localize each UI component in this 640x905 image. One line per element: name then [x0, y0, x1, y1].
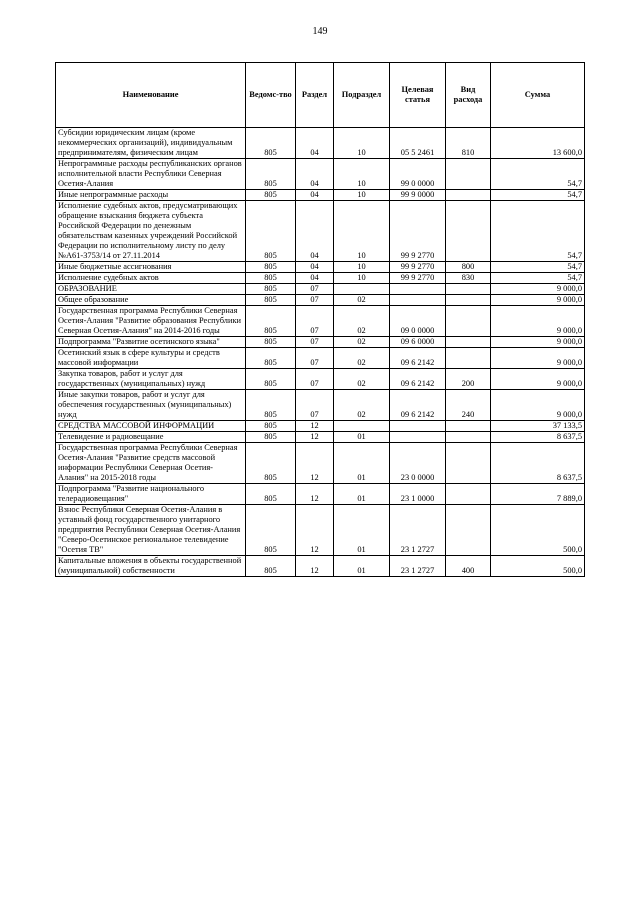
row-dept: 805: [246, 128, 296, 159]
row-dept: 805: [246, 421, 296, 432]
row-dept: 805: [246, 201, 296, 262]
row-target: 99 9 0000: [390, 190, 446, 201]
row-name: Государственная программа Республики Северная Осетия-Алания "Развитие образования Республики Северная Осетия-Алания" на 2014-2016 годы: [56, 306, 246, 337]
row-subsection: 10: [334, 201, 390, 262]
row-target: 99 0 0000: [390, 159, 446, 190]
row-dept: 805: [246, 273, 296, 284]
row-expense-type: [446, 432, 491, 443]
row-expense-type: [446, 337, 491, 348]
row-amount: 54,7: [491, 201, 585, 262]
row-section: 04: [296, 190, 334, 201]
table-row: [56, 505, 585, 556]
row-amount: 9 000,0: [491, 369, 585, 390]
row-target: [390, 295, 446, 306]
row-target: [390, 284, 446, 295]
row-dept: 805: [246, 306, 296, 337]
row-subsection: 02: [334, 390, 390, 421]
row-target: 23 1 0000: [390, 484, 446, 505]
row-target: [390, 432, 446, 443]
row-subsection: 01: [334, 443, 390, 484]
row-target: 23 1 2727: [390, 556, 446, 577]
row-section: 04: [296, 262, 334, 273]
row-subsection: 01: [334, 484, 390, 505]
row-name: ОБРАЗОВАНИЕ: [56, 284, 246, 295]
row-target: 23 0 0000: [390, 443, 446, 484]
row-target: 09 6 2142: [390, 390, 446, 421]
row-expense-type: [446, 201, 491, 262]
row-name: Капитальные вложения в объекты государственной (муниципальной) собственности: [56, 556, 246, 577]
row-expense-type: [446, 348, 491, 369]
row-dept: 805: [246, 556, 296, 577]
row-subsection: 02: [334, 369, 390, 390]
row-expense-type: [446, 190, 491, 201]
table-row: [56, 284, 585, 295]
row-section: 04: [296, 273, 334, 284]
row-dept: 805: [246, 484, 296, 505]
row-amount: 54,7: [491, 273, 585, 284]
row-section: 07: [296, 369, 334, 390]
row-subsection: 02: [334, 337, 390, 348]
row-subsection: [334, 421, 390, 432]
row-subsection: 10: [334, 273, 390, 284]
row-section: 04: [296, 128, 334, 159]
header-amount: Сумма: [491, 63, 585, 128]
row-expense-type: 810: [446, 128, 491, 159]
page-number: 149: [312, 26, 328, 37]
row-amount: 9 000,0: [491, 284, 585, 295]
row-name: Взнос Республики Северная Осетия-Алания в уставный фонд государственного унитарного предприятия Республики Северная Осетия-Алания "Северо-Осетинское региональное телевидение "Осетия ТВ": [56, 505, 246, 556]
row-dept: 805: [246, 505, 296, 556]
row-section: 07: [296, 390, 334, 421]
row-dept: 805: [246, 369, 296, 390]
row-name: Иные непрограммные расходы: [56, 190, 246, 201]
row-expense-type: [446, 443, 491, 484]
row-subsection: 01: [334, 556, 390, 577]
row-expense-type: [446, 284, 491, 295]
row-amount: 500,0: [491, 505, 585, 556]
row-section: 04: [296, 201, 334, 262]
table-row: [56, 190, 585, 201]
row-name: Исполнение судебных актов, предусматривающих обращение взыскания бюджета субъекта Российской Федерации по денежным обязательствам казенных учреждений Российской Федерации по исполнительному листу по делу №А61-3753/14 от 27.11.2014: [56, 201, 246, 262]
row-name: Телевидение и радиовещание: [56, 432, 246, 443]
row-target: 09 6 0000: [390, 337, 446, 348]
row-amount: 9 000,0: [491, 306, 585, 337]
row-expense-type: [446, 484, 491, 505]
row-section: 07: [296, 306, 334, 337]
row-dept: 805: [246, 159, 296, 190]
row-expense-type: 400: [446, 556, 491, 577]
table-row: [56, 443, 585, 484]
row-dept: 805: [246, 295, 296, 306]
row-section: 07: [296, 295, 334, 306]
row-amount: 7 889,0: [491, 484, 585, 505]
row-amount: 9 000,0: [491, 390, 585, 421]
row-dept: 805: [246, 432, 296, 443]
row-name: Подпрограмма "Развитие национального телерадиовещания": [56, 484, 246, 505]
table-row: [56, 390, 585, 421]
row-dept: 805: [246, 284, 296, 295]
row-section: 07: [296, 284, 334, 295]
header-expense-type: Вид расхода: [446, 63, 491, 128]
row-subsection: 02: [334, 348, 390, 369]
row-amount: 500,0: [491, 556, 585, 577]
row-amount: 8 637,5: [491, 432, 585, 443]
row-amount: 54,7: [491, 262, 585, 273]
row-section: 07: [296, 348, 334, 369]
row-amount: 9 000,0: [491, 295, 585, 306]
row-expense-type: [446, 306, 491, 337]
row-section: 12: [296, 556, 334, 577]
budget-table: [55, 62, 585, 577]
row-name: Непрограммные расходы республиканских органов исполнительной власти Республики Северная Осетия-Алания: [56, 159, 246, 190]
row-expense-type: 830: [446, 273, 491, 284]
row-dept: 805: [246, 443, 296, 484]
row-expense-type: 240: [446, 390, 491, 421]
row-subsection: 02: [334, 306, 390, 337]
row-subsection: 10: [334, 159, 390, 190]
row-name: Подпрограмма "Развитие осетинского языка": [56, 337, 246, 348]
row-section: 04: [296, 159, 334, 190]
table-row: [56, 432, 585, 443]
row-name: Осетинский язык в сфере культуры и средств массовой информации: [56, 348, 246, 369]
header-name: Наименование: [56, 63, 246, 128]
row-target: 09 6 2142: [390, 348, 446, 369]
row-expense-type: [446, 295, 491, 306]
row-target: 23 1 2727: [390, 505, 446, 556]
row-expense-type: 200: [446, 369, 491, 390]
row-amount: 9 000,0: [491, 348, 585, 369]
row-amount: 54,7: [491, 159, 585, 190]
table-row: [56, 556, 585, 577]
row-subsection: 02: [334, 295, 390, 306]
row-name: Государственная программа Республики Северная Осетия-Алания "Развитие средств массовой информации Республики Северная Осетия-Алания" на 2015-2018 годы: [56, 443, 246, 484]
row-target: 05 5 2461: [390, 128, 446, 159]
row-subsection: [334, 284, 390, 295]
header-section: Раздел: [296, 63, 334, 128]
row-expense-type: [446, 505, 491, 556]
row-section: 12: [296, 421, 334, 432]
table-row: [56, 262, 585, 273]
row-target: 99 9 2770: [390, 201, 446, 262]
table-row: [56, 306, 585, 337]
row-target: 09 0 0000: [390, 306, 446, 337]
row-name: Иные бюджетные ассигнования: [56, 262, 246, 273]
row-section: 12: [296, 505, 334, 556]
row-name: Исполнение судебных актов: [56, 273, 246, 284]
row-dept: 805: [246, 262, 296, 273]
row-name: Иные закупки товаров, работ и услуг для обеспечения государственных (муниципальных) нужд: [56, 390, 246, 421]
row-target: 99 9 2770: [390, 262, 446, 273]
table-row: [56, 337, 585, 348]
row-subsection: 10: [334, 128, 390, 159]
row-amount: 37 133,5: [491, 421, 585, 432]
row-dept: 805: [246, 190, 296, 201]
row-section: 12: [296, 443, 334, 484]
row-name: Общее образование: [56, 295, 246, 306]
header-target: Целевая статья: [390, 63, 446, 128]
table-row: [56, 128, 585, 159]
row-name: Закупка товаров, работ и услуг для государственных (муниципальных) нужд: [56, 369, 246, 390]
row-expense-type: [446, 159, 491, 190]
table-row: [56, 421, 585, 432]
row-amount: 13 600,0: [491, 128, 585, 159]
row-amount: 9 000,0: [491, 337, 585, 348]
row-section: 07: [296, 337, 334, 348]
row-dept: 805: [246, 337, 296, 348]
row-subsection: 10: [334, 190, 390, 201]
row-section: 12: [296, 432, 334, 443]
table-row: [56, 348, 585, 369]
row-target: 99 9 2770: [390, 273, 446, 284]
row-name: СРЕДСТВА МАССОВОЙ ИНФОРМАЦИИ: [56, 421, 246, 432]
table-header-row: [56, 63, 585, 128]
row-subsection: 10: [334, 262, 390, 273]
table-row: [56, 484, 585, 505]
row-dept: 805: [246, 390, 296, 421]
row-name: Субсидии юридическим лицам (кроме некоммерческих организаций), индивидуальным предпринимателям, физическим лицам: [56, 128, 246, 159]
table-row: [56, 273, 585, 284]
table-row: [56, 295, 585, 306]
table-row: [56, 159, 585, 190]
row-section: 12: [296, 484, 334, 505]
row-subsection: 01: [334, 505, 390, 556]
row-dept: 805: [246, 348, 296, 369]
row-expense-type: 800: [446, 262, 491, 273]
row-subsection: 01: [334, 432, 390, 443]
row-amount: 8 637,5: [491, 443, 585, 484]
row-amount: 54,7: [491, 190, 585, 201]
row-target: 09 6 2142: [390, 369, 446, 390]
table-row: [56, 201, 585, 262]
header-dept: Ведомс-тво: [246, 63, 296, 128]
row-target: [390, 421, 446, 432]
table-row: [56, 369, 585, 390]
row-expense-type: [446, 421, 491, 432]
header-subsection: Подраздел: [334, 63, 390, 128]
